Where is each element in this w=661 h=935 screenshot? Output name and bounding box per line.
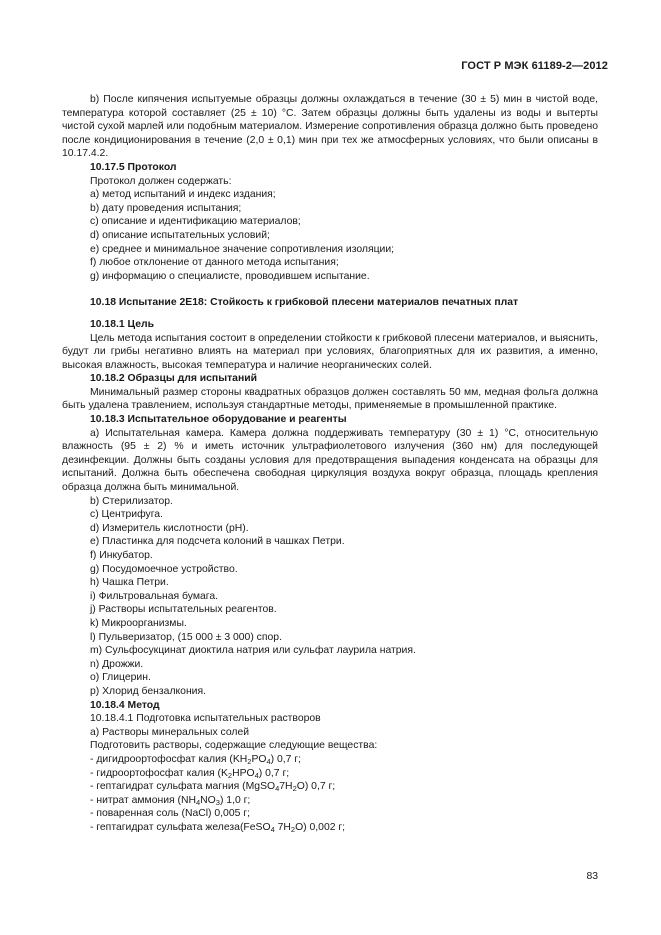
- equipment-item: o) Глицерин.: [90, 672, 151, 684]
- equipment-item: p) Хлорид бензалкония.: [90, 685, 207, 697]
- chemical-item: - дигидроортофосфат калия $(KH_2PO_4)$ 0,7 г;: [90, 753, 301, 766]
- section-10-18-3-heading: 10.18.3 Испытательное оборудование и реагенты: [90, 414, 347, 426]
- paragraph-boiling: b) После кипячения испытуемые образцы должны охлаждаться в течение (30 ± 5) мин в чистой воде, температура которой составляет (25 ± 10) °С. Затем образцы должны быть удалены из воды и вытерты чистой сухой марлей или подобным материалом. Измерение сопротивления образца должно быть проведено после кондиционирования в течение (2,0 ± 0,1) мин при тех же атмосферных условиях, что были описаны в 10.17.4.2.: [62, 94, 598, 160]
- protocol-item: e) среднее и минимальное значение сопротивления изоляции;: [90, 243, 395, 255]
- mineral-solutions-title: а) Растворы минеральных солей: [90, 726, 250, 738]
- equipment-item: n) Дрожжи.: [90, 658, 144, 670]
- equipment-item: g) Посудомоечное устройство.: [90, 563, 238, 575]
- chemical-item: - гидроортофосфат калия $(K_2HPO_4)$ 0,7 г;: [90, 767, 290, 780]
- equipment-item: f) Инкубатор.: [90, 550, 153, 561]
- equipment-item: b) Стерилизатор.: [90, 495, 173, 507]
- protocol-intro: Протокол должен содержать:: [90, 175, 232, 187]
- section-10-18-heading: 10.18 Испытание 2Е18: Стойкость к грибковой плесени материалов печатных плат: [90, 297, 519, 309]
- chemical-item: - гептагидрат сульфата железа(FeSO$_4$ $7H_2O$) 0,002 г;: [90, 821, 346, 834]
- section-10-17-5-heading: 10.17.5 Протокол: [90, 161, 177, 173]
- equipment-item: m) Сульфосукцинат диоктила натрия или сульфат лаурила натрия.: [90, 645, 416, 657]
- section-10-18-1-heading: 10.18.1 Цель: [90, 318, 155, 330]
- equipment-item: h) Чашка Петри.: [90, 577, 169, 589]
- section-10-18-4-1-heading: 10.18.4.1 Подготовка испытательных растворов: [90, 713, 321, 725]
- equipment-item: i) Фильтровальная бумага.: [90, 590, 218, 602]
- chemical-item: - нитрат аммония $(NH_4NO_3)$ 1,0 г;: [90, 794, 251, 807]
- document-body: [62, 93, 598, 834]
- protocol-item: g) информацию о специалисте, проводившем испытание.: [90, 270, 370, 282]
- protocol-item: f) любое отклонение от данного метода испытания;: [90, 257, 339, 269]
- purpose-paragraph: Цель метода испытания состоит в определении стойкости к грибковой плесени материалов, и выяснить, будут ли грибы негативно влиять на материал при условиях, благоприятных для их развития, а именно, высокая влажность, высокая температура и наличие неорганических солей.: [62, 332, 598, 371]
- chemical-item: - поваренная соль (NaCl) 0,005 г;: [90, 808, 250, 820]
- equipment-item: c) Центрифуга.: [90, 509, 163, 521]
- mineral-solutions-intro: Подготовить растворы, содержащие следующие вещества:: [90, 740, 378, 752]
- protocol-item: c) описание и идентификацию материалов;: [90, 216, 301, 228]
- protocol-item: а) метод испытаний и индекс издания;: [90, 189, 276, 201]
- samples-paragraph: Минимальный размер стороны квадратных образцов должен составлять 50 мм, медная фольга должна быть удалена травлением, используя стандартные методы, применяемые в промышленной практике.: [62, 386, 598, 412]
- protocol-item: b) дату проведения испытания;: [90, 202, 242, 214]
- equipment-item: l) Пульверизатор, (15 000 ± 3 000) спор.: [90, 631, 282, 643]
- page-number: 83: [586, 871, 598, 882]
- equipment-item-a: а) Испытательная камера. Камера должна поддерживать температуру (30 ± 1) °С, относительную влажность (95 ± 2) % и иметь источник ультрафиолетового излучения (360 нм) для последующей дезинфекции. Должны быть созданы условия для предотвращения выпадения конденсата на образцы для испытаний. Должна быть обеспечена свободная циркуляция воздуха вокруг образца, площадь крепления образца должна быть минимальной.: [62, 427, 598, 494]
- section-10-18-4-heading: 10.18.4 Метод: [90, 699, 160, 711]
- section-10-18-2-heading: 10.18.2 Образцы для испытаний: [90, 373, 258, 385]
- document-header: ГОСТ Р МЭК 61189-2—2012: [461, 60, 608, 72]
- equipment-item: d) Измеритель кислотности (рН).: [90, 522, 249, 534]
- chemical-item: - гептагидрат сульфата магния $(MgSO_47H_2O)$ 0,7 г;: [90, 781, 336, 794]
- equipment-item: e) Пластинка для подсчета колоний в чашках Петри.: [90, 536, 345, 548]
- equipment-item: j) Растворы испытательных реагентов.: [90, 604, 277, 616]
- equipment-item: k) Микроорганизмы.: [90, 617, 187, 629]
- protocol-item: d) описание испытательных условий;: [90, 229, 270, 241]
